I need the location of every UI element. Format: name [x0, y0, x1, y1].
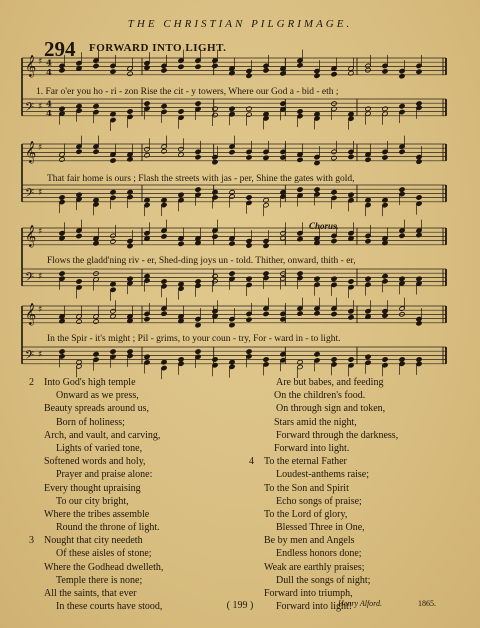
treble-clef: 𝄞 — [25, 140, 37, 163]
note-head — [416, 321, 422, 326]
note-head — [416, 69, 422, 74]
verse-line — [250, 455, 398, 468]
verse-text: Forward through the darkness, — [276, 429, 399, 441]
verse-line — [30, 416, 163, 429]
note-head — [399, 104, 405, 109]
note-head — [212, 159, 218, 164]
verse-text: Into God's high temple — [44, 377, 136, 388]
note-head — [76, 233, 82, 238]
note-head — [314, 311, 320, 316]
note-head — [280, 71, 286, 76]
note-head — [331, 238, 337, 243]
note-head — [263, 68, 269, 73]
verse-text: Softened words and holy, — [44, 456, 146, 468]
note-head — [297, 157, 303, 162]
verse-text: Weak are earthly praises; — [264, 561, 365, 573]
verse-line — [250, 574, 398, 587]
verse-text: Where the tribes assemble — [44, 508, 150, 520]
note-head — [348, 315, 354, 320]
chorus-label: Chorus. — [309, 221, 339, 231]
verse-text: Round the throne of light. — [56, 522, 160, 534]
verse-number: 3 — [29, 535, 34, 547]
verse-line — [30, 429, 163, 442]
note-head — [144, 316, 150, 321]
verse-text: Are but babes, and feeding — [276, 377, 384, 388]
verse-line — [250, 376, 398, 389]
page-number: ( 199 ) — [226, 600, 254, 611]
note-head — [144, 153, 150, 158]
note-head — [76, 104, 82, 109]
verse-line — [30, 402, 163, 415]
sharp-sign: ♯ — [38, 56, 43, 67]
verse-line — [250, 442, 398, 455]
note-head — [382, 274, 388, 279]
verse-text: Forward into light. — [274, 442, 350, 454]
verse-text: Lights of varied tone, — [56, 442, 143, 454]
note-head — [110, 239, 116, 244]
verse-text: To the eternal Father — [264, 456, 347, 468]
note-head — [416, 232, 422, 237]
verse-line — [30, 455, 163, 468]
note-head — [212, 234, 218, 239]
verse-line — [30, 442, 163, 455]
author-credit: Henry Alford. — [338, 599, 382, 608]
note-head — [331, 276, 337, 281]
note-head — [399, 276, 405, 281]
note-head — [195, 323, 201, 328]
verse-line — [30, 482, 163, 495]
sharp-sign: ♯ — [38, 350, 43, 361]
note-head — [297, 109, 303, 114]
verse-text: On the children's food. — [274, 390, 366, 402]
verse-text: Onward as we press, — [56, 390, 139, 402]
note-head — [59, 157, 65, 162]
note-head — [229, 241, 235, 246]
note-head — [314, 73, 320, 78]
time-signature: 4 — [46, 58, 52, 69]
verse-text: Blessed Three in One, — [276, 522, 365, 534]
verse-line — [250, 402, 398, 415]
verse-text: In these courts have stood, — [56, 601, 163, 613]
note-head — [195, 64, 201, 69]
note-head — [161, 149, 167, 154]
verse-text: To the Lord of glory, — [264, 508, 348, 520]
verse-line — [30, 495, 163, 508]
verse-text: Stars amid the night, — [274, 416, 357, 428]
note-head — [110, 69, 116, 74]
note-head — [348, 357, 354, 362]
note-head — [246, 106, 252, 111]
note-head — [195, 187, 201, 192]
note-head — [331, 357, 337, 362]
note-head — [382, 357, 388, 362]
treble-clef: 𝄞 — [25, 54, 37, 77]
bass-clef: 𝄢 — [25, 186, 35, 203]
note-head — [365, 354, 371, 359]
bass-clef: 𝄢 — [25, 348, 35, 365]
note-head — [246, 243, 252, 248]
verse-number: 2 — [29, 377, 34, 388]
verse-text: Forward into triumph, — [264, 588, 353, 599]
verse-line — [30, 521, 163, 534]
note-head — [297, 63, 303, 68]
note-head — [263, 155, 269, 160]
verse-line — [250, 416, 398, 429]
note-head — [144, 354, 150, 359]
note-head — [399, 149, 405, 154]
verse-text: Endless honors done; — [276, 548, 362, 560]
note-head — [263, 357, 269, 362]
note-head — [297, 187, 303, 192]
note-head — [76, 149, 82, 154]
running-title: THE CHRISTIAN PILGRIMAGE. — [127, 18, 353, 30]
note-head — [416, 159, 422, 164]
note-head — [331, 311, 337, 316]
treble-clef: 𝄞 — [25, 224, 37, 247]
note-head — [297, 271, 303, 276]
note-head — [93, 104, 99, 109]
note-head — [178, 241, 184, 246]
note-head — [178, 64, 184, 69]
note-head — [229, 322, 235, 327]
note-head — [127, 71, 133, 76]
note-head — [144, 65, 150, 70]
bass-clef: 𝄢 — [25, 270, 35, 287]
note-head — [161, 311, 167, 316]
note-head — [161, 68, 167, 73]
sharp-sign: ♯ — [38, 188, 43, 199]
note-head — [229, 149, 235, 154]
note-head — [399, 74, 405, 79]
verse-text: Echo songs of praise; — [276, 495, 362, 507]
hymn-title: FORWARD INTO LIGHT. — [89, 42, 227, 54]
verse-line — [250, 429, 398, 442]
note-head — [365, 239, 371, 244]
verse-text: Of these aisles of stone; — [56, 548, 152, 560]
note-head — [178, 192, 184, 197]
verse-text: Prayer and praise alone: — [56, 469, 153, 481]
time-signature: 4 — [46, 108, 52, 119]
note-head — [110, 349, 116, 354]
note-head — [161, 234, 167, 239]
note-head — [348, 154, 354, 159]
note-head — [212, 274, 218, 279]
note-head — [365, 67, 371, 72]
verse-text: Loudest-anthems raise; — [276, 469, 370, 481]
verse-line — [250, 547, 398, 560]
verse-text: Beauty spreads around us, — [44, 403, 149, 415]
verse-line — [250, 495, 398, 508]
note-head — [110, 190, 116, 195]
note-head — [212, 357, 218, 362]
lyric-line-2: That fair home is ours ; Flash the streets with jas - per, Shine the gates with gold, — [47, 174, 355, 184]
verse-line — [250, 389, 398, 402]
note-head — [416, 357, 422, 362]
note-head — [246, 349, 252, 354]
note-head — [314, 352, 320, 357]
note-head — [314, 276, 320, 281]
note-head — [212, 106, 218, 111]
verse-line — [30, 508, 163, 521]
note-head — [59, 106, 65, 111]
sharp-sign: ♯ — [38, 226, 43, 237]
note-head — [246, 195, 252, 200]
note-head — [416, 276, 422, 281]
author-year: 1865. — [418, 599, 436, 608]
note-head — [212, 190, 218, 195]
time-signature: 4 — [46, 67, 52, 78]
note-head — [246, 317, 252, 322]
note-head — [382, 155, 388, 160]
note-head — [127, 243, 133, 248]
note-head — [365, 106, 371, 111]
note-head — [331, 72, 337, 77]
bass-clef: 𝄢 — [25, 100, 35, 117]
note-head — [314, 187, 320, 192]
note-head — [195, 154, 201, 159]
verse-text: Forward into light! — [276, 601, 353, 613]
lyric-line-4: In the Spir - it's might ; Pil - grims, to your coun - try, For - ward in - to light. — [47, 334, 341, 344]
hymn-number: 294 — [44, 37, 76, 61]
verse-text: Born of holiness; — [56, 416, 125, 428]
note-head — [76, 319, 82, 324]
note-head — [212, 63, 218, 68]
verse-line — [30, 468, 163, 481]
note-head — [348, 279, 354, 284]
note-head — [229, 190, 235, 195]
verse-text: To our city bright, — [56, 495, 129, 507]
sharp-sign: ♯ — [38, 272, 43, 283]
verse-text: Dull the songs of night; — [276, 574, 371, 586]
sharp-sign: ♯ — [38, 102, 43, 113]
sharp-sign: ♯ — [38, 142, 43, 153]
verse-text: Nought that city needeth — [44, 535, 143, 547]
verse-line — [30, 376, 163, 389]
verse-number: 4 — [249, 456, 254, 468]
verse-line — [250, 521, 398, 534]
sharp-sign: ♯ — [38, 304, 43, 315]
note-head — [263, 271, 269, 276]
note-head — [382, 69, 388, 74]
note-head — [297, 311, 303, 316]
verse-text: Be by men and Angels — [264, 535, 355, 547]
verse-line — [30, 574, 163, 587]
note-head — [263, 243, 269, 248]
note-head — [331, 190, 337, 195]
note-head — [331, 155, 337, 160]
note-head — [93, 319, 99, 324]
verse-line — [250, 534, 398, 547]
verse-text: Where the Godhead dwelleth, — [44, 561, 164, 573]
lyric-line-3: Flows the gladd'ning riv - er, Shed-ding joys un - told. Thither, onward, thith - er, — [47, 256, 356, 266]
note-head — [93, 352, 99, 357]
note-head — [399, 233, 405, 238]
note-head — [93, 63, 99, 68]
note-head — [365, 157, 371, 162]
note-head — [365, 276, 371, 281]
note-head — [246, 276, 252, 281]
note-head — [195, 349, 201, 354]
verse-line — [30, 534, 163, 547]
lyric-line-1: 1. Far o'er you ho - ri - zon Rise the cit - y towers, Where our God a - bid - eth ; — [36, 87, 339, 97]
note-head — [59, 195, 65, 200]
note-head — [178, 109, 184, 114]
note-head — [161, 279, 167, 284]
verse-text: On through sign and token, — [276, 403, 386, 415]
note-head — [161, 104, 167, 109]
verse-line — [250, 561, 398, 574]
verse-line — [30, 587, 163, 600]
verse-line — [250, 508, 398, 521]
verse-line — [250, 468, 398, 481]
verses-left-column — [30, 376, 163, 613]
verse-line — [30, 389, 163, 402]
note-head — [416, 195, 422, 200]
note-head — [127, 190, 133, 195]
treble-clef: 𝄞 — [25, 302, 37, 325]
note-head — [348, 192, 354, 197]
note-head — [229, 271, 235, 276]
note-head — [263, 311, 269, 316]
verse-line — [30, 547, 163, 560]
verse-text: To the Son and Spirit — [264, 482, 349, 494]
time-signature: 4 — [46, 99, 52, 110]
note-head — [144, 101, 150, 106]
note-head — [59, 349, 65, 354]
note-head — [110, 158, 116, 163]
note-head — [93, 271, 99, 276]
verses-right-column — [250, 376, 398, 613]
note-head — [195, 101, 201, 106]
note-head — [76, 279, 82, 284]
note-head — [382, 313, 388, 318]
note-head — [297, 236, 303, 241]
verse-text: Temple there is none; — [56, 574, 143, 586]
verse-line — [250, 482, 398, 495]
note-head — [59, 68, 65, 73]
verse-text: Every thought upraising — [44, 482, 141, 494]
note-head — [59, 271, 65, 276]
note-head — [127, 109, 133, 114]
note-head — [144, 274, 150, 279]
verse-text: Arch, and vault, and carving, — [44, 429, 161, 441]
note-head — [229, 106, 235, 111]
note-head — [331, 101, 337, 106]
note-head — [399, 187, 405, 192]
note-head — [382, 106, 388, 111]
note-head — [246, 155, 252, 160]
verse-text: All the saints, that ever — [44, 588, 137, 599]
note-head — [93, 149, 99, 154]
note-head — [246, 73, 252, 78]
verse-line — [30, 561, 163, 574]
